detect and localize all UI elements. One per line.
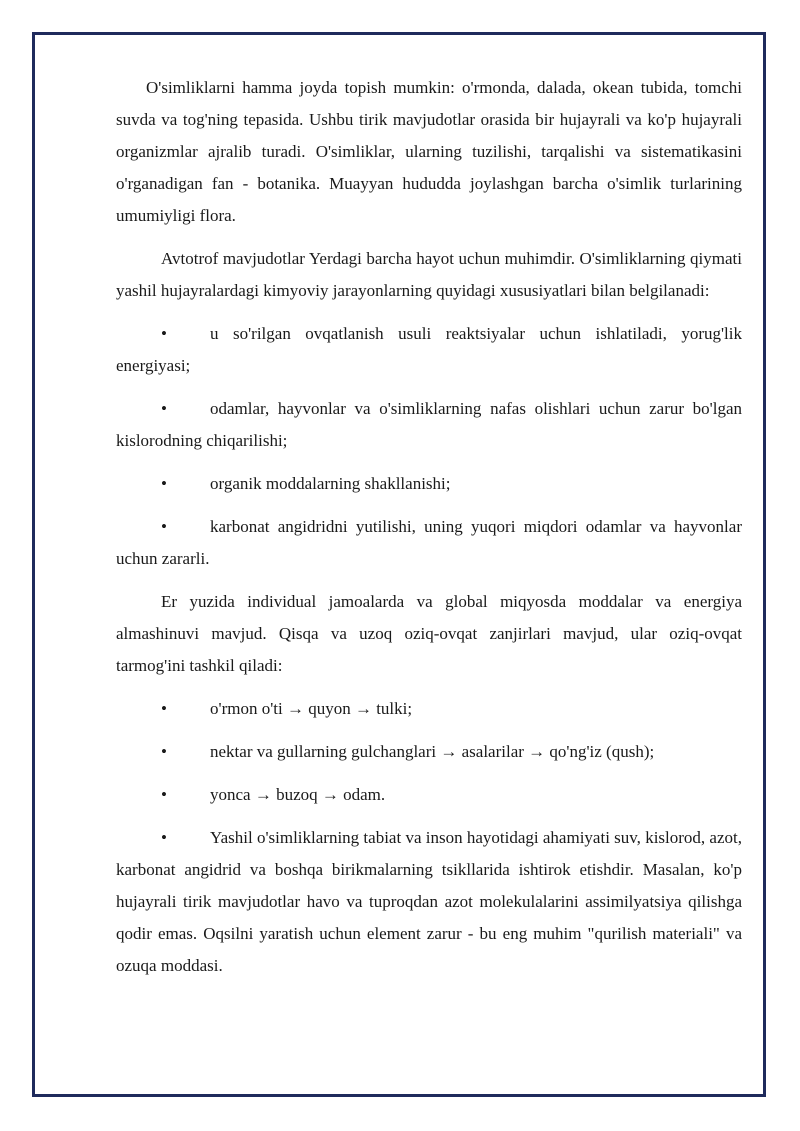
paragraph-autotroph: Avtotrof mavjudotlar Yerdagi barcha hayot uchun muhimdir. O'simliklarning qiymati yashil hujayralardagi kimyoviy jarayonlarning quyidagi xususiyatlari bilan belgilanadi: bbox=[116, 249, 742, 300]
list-item: • odamlar, hayvonlar va o'simliklarning nafas olishlari uchun zarur bo'lgan kislorodning chiqarilishi; bbox=[116, 393, 742, 457]
bullet-icon: • bbox=[161, 742, 167, 761]
list-item: • yonca → buzoq → odam. bbox=[116, 779, 742, 811]
bullet-icon: • bbox=[161, 699, 167, 718]
list-item: • u so'rilgan ovqatlanish usuli reaktsiyalar uchun ishlatiladi, yorug'lik energiyasi; bbox=[116, 318, 742, 382]
list-item: • organik moddalarning shakllanishi; bbox=[116, 468, 742, 500]
list-item: • karbonat angidridni yutilishi, uning yuqori miqdori odamlar va hayvonlar uchun zararli. bbox=[116, 511, 742, 575]
list-item: • Yashil o'simliklarning tabiat va inson hayotidagi ahamiyati suv, kislorod, azot, karbonat angidrid va boshqa birikmalarning tsikllarida ishtirok etishdir. Masalan, ko'p hujayrali tirik mavjudotlar havo va tuproqdan azot molekulalarini assimilyatsiya qilishga qodir emas. Oqsilni yaratish uchun element zarur - bu eng muhim "qurilish materiali" va ozuqa moddasi. bbox=[116, 822, 742, 982]
bullet-icon: • bbox=[161, 828, 167, 847]
bullet-icon: • bbox=[161, 399, 167, 418]
bullet-icon: • bbox=[161, 517, 167, 536]
food-chain-list bbox=[116, 693, 742, 982]
bullet-icon: • bbox=[161, 474, 167, 493]
bullet-icon: • bbox=[161, 324, 167, 343]
document-body bbox=[116, 72, 742, 993]
paragraph-intro: O'simliklarni hamma joyda topish mumkin: o'rmonda, dalada, okean tubida, tomchi suvda va tog'ning tepasida. Ushbu tirik mavjudotlar orasida bir hujayrali va ko'p hujayrali organizmlar ajralib turadi. O'simliklar, ularning tuzilishi, tarqalishi va sistematikasini o'rganadigan fan - botanika. Muayyan hududda joylashgan barcha o'simlik turlarining umumiyligi flora. bbox=[116, 78, 742, 225]
list-item: • o'rmon o'ti → quyon → tulki; bbox=[116, 693, 742, 725]
list-item: • nektar va gullarning gulchanglari → asalarilar → qo'ng'iz (qush); bbox=[116, 736, 742, 768]
bullet-icon: • bbox=[161, 785, 167, 804]
properties-list bbox=[116, 318, 742, 575]
paragraph-food-chains: Er yuzida individual jamoalarda va global miqyosda moddalar va energiya almashinuvi mavjud. Qisqa va uzoq oziq-ovqat zanjirlari mavjud, ular oziq-ovqat tarmog'ini tashkil qiladi: bbox=[116, 592, 742, 675]
